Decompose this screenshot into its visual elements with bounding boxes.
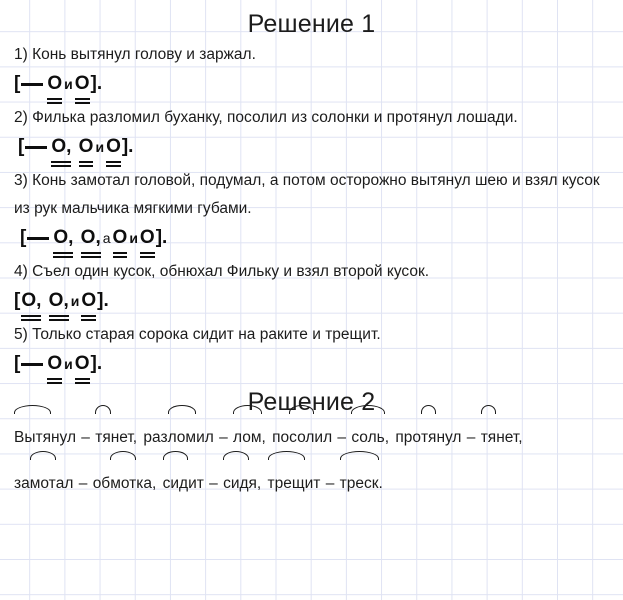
scheme-period: . (103, 290, 109, 311)
predicate-circle: О (106, 132, 121, 167)
word-separator: – (214, 429, 233, 446)
word-root (95, 415, 111, 461)
predicate-circle: О (75, 69, 90, 104)
word-suffix: нул (50, 429, 76, 446)
root-arc-icon (481, 405, 497, 414)
word-suffix: ит (188, 475, 204, 492)
predicate-circle: О (140, 223, 155, 258)
subject-line-icon (21, 363, 43, 366)
scheme-1 (14, 69, 609, 104)
analyzed-word (351, 429, 389, 446)
word-root-text: трещ (267, 475, 305, 492)
word-root-text: лом (233, 429, 262, 446)
conjunction-label: и (70, 293, 80, 309)
word-suffix: ит (304, 475, 321, 492)
scheme-2 (14, 132, 609, 167)
analyzed-word (233, 429, 266, 446)
subject-line-icon (27, 237, 49, 240)
word-prefix: за (14, 475, 30, 492)
word-suffix: нет, (110, 429, 138, 446)
scheme-period: . (128, 136, 134, 157)
word-suffix: ка, (136, 475, 157, 492)
page-title-solution-2: Решение 2 (247, 388, 376, 416)
sentence-2: 2) Филька разломил буханку, посолил из солонки и протянул лошади. (14, 109, 518, 126)
scheme-5 (14, 349, 609, 384)
analyzed-word (268, 475, 321, 492)
scheme-3 (14, 223, 609, 258)
word-suffix: нул (436, 429, 462, 446)
word-suffix: ал (55, 475, 74, 492)
word-root (110, 461, 136, 507)
analyzed-word (95, 429, 137, 446)
page-title-solution-1: Решение 1 (247, 10, 376, 38)
word-separator: – (74, 475, 92, 492)
word-suffix: ил (314, 429, 333, 446)
predicate-circle: О (81, 286, 96, 321)
word-separator: – (321, 475, 339, 492)
bracket-open-icon: [ (14, 353, 21, 374)
analyzed-word (14, 429, 76, 446)
word-suffix: , (384, 429, 389, 446)
root-arc-icon (168, 405, 197, 414)
root-arc-icon (268, 451, 305, 460)
word-root-text: сол (289, 429, 315, 446)
word-root-text: сид (162, 475, 189, 492)
word-root (340, 461, 379, 507)
sentence-1: 1) Конь вытянул голову и заржал. (14, 46, 256, 63)
root-arc-icon (110, 451, 136, 460)
conjunction-label: и (129, 230, 138, 246)
bracket-close-icon: ] (155, 227, 163, 248)
bracket-open-icon: [ (20, 227, 27, 248)
word-root-text: лом (167, 429, 197, 446)
bracket-open-icon: [ (14, 290, 21, 311)
predicate-circle: О, (49, 286, 69, 321)
word-suffix: , (261, 429, 266, 446)
predicate-circle: О (47, 349, 62, 384)
root-arc-icon (163, 451, 188, 460)
word-root-text: соль (351, 429, 385, 446)
word-prefix: про (395, 429, 421, 446)
bracket-close-icon: ] (121, 136, 129, 157)
word-root (268, 461, 305, 507)
word-root-text: тя (95, 429, 111, 446)
scheme-period: . (96, 353, 103, 374)
bracket-close-icon: ] (90, 73, 97, 94)
word-separator: – (333, 429, 351, 446)
word-root-text: треск (339, 475, 379, 492)
root-arc-icon (30, 451, 56, 460)
word-root (481, 415, 497, 461)
word-root (163, 461, 188, 507)
sentence-3: 3) Конь замотал головой, подумал, а потом осторожно вытянул шею и взял кусок из рук мальчика мягкими губами. (14, 172, 600, 217)
word-suffix: . (378, 475, 383, 492)
sentence-4: 4) Съел один кусок, обнюхал Фильку и взял второй кусок. (14, 263, 430, 280)
predicate-circle: О, (81, 223, 101, 258)
bracket-open-icon: [ (14, 73, 21, 94)
predicate-circle: О (47, 69, 62, 104)
word-root (223, 461, 248, 507)
root-arc-icon (223, 451, 248, 460)
predicate-circle: О, (21, 286, 41, 321)
word-separator: – (204, 475, 223, 492)
scheme-4 (14, 286, 609, 321)
predicate-circle: О, (51, 132, 71, 167)
word-root-text: мот (110, 475, 137, 492)
analyzed-word (272, 429, 332, 446)
root-arc-icon (340, 451, 379, 460)
analyzed-word (481, 429, 523, 446)
bracket-close-icon: ] (97, 290, 104, 311)
analyzed-word (223, 475, 261, 492)
scheme-period: . (162, 227, 168, 248)
word-suffix: я, (248, 475, 262, 492)
word-root-text: Вытя (14, 429, 51, 446)
word-separator: – (462, 429, 480, 446)
word-prefix: по (272, 429, 290, 446)
word-suffix: нет, (496, 429, 523, 446)
word-root (30, 461, 56, 507)
analyzed-word (395, 429, 461, 446)
analyzed-word (93, 475, 157, 492)
analyzed-word (340, 475, 383, 492)
morpheme-line-2 (14, 461, 609, 507)
root-arc-icon (14, 405, 51, 414)
root-arc-icon (95, 405, 111, 414)
analyzed-word (14, 475, 73, 492)
word-root-text: тя (420, 429, 437, 446)
conjunction-label: и (64, 76, 73, 92)
analyzed-word (143, 429, 213, 446)
predicate-circle: О (75, 349, 90, 384)
bracket-close-icon: ] (90, 353, 97, 374)
morpheme-line-1 (14, 415, 609, 461)
conjunction-label: и (95, 139, 105, 155)
word-root (421, 415, 437, 461)
word-separator: – (77, 429, 95, 446)
sentence-5: 5) Только старая сорока сидит на раките и трещит. (14, 326, 381, 343)
subject-line-icon (21, 83, 43, 86)
word-root-text: тя (480, 429, 497, 446)
root-arc-icon (351, 405, 384, 414)
analyzed-word (163, 475, 204, 492)
word-suffix: ил (196, 429, 214, 446)
scheme-period: . (96, 73, 103, 94)
word-root-text: мот (29, 475, 56, 492)
conjunction-label: и (64, 356, 73, 372)
word-prefix: об (92, 475, 111, 492)
bracket-open-icon: [ (18, 136, 25, 157)
subject-line-icon (25, 146, 47, 149)
word-prefix: раз (143, 429, 168, 446)
predicate-circle: О (79, 132, 94, 167)
predicate-circle: О, (53, 223, 73, 258)
predicate-circle: О (113, 223, 128, 258)
word-root-text: сид (223, 475, 249, 492)
root-arc-icon (233, 405, 262, 414)
conjunction-label: а (102, 230, 111, 246)
